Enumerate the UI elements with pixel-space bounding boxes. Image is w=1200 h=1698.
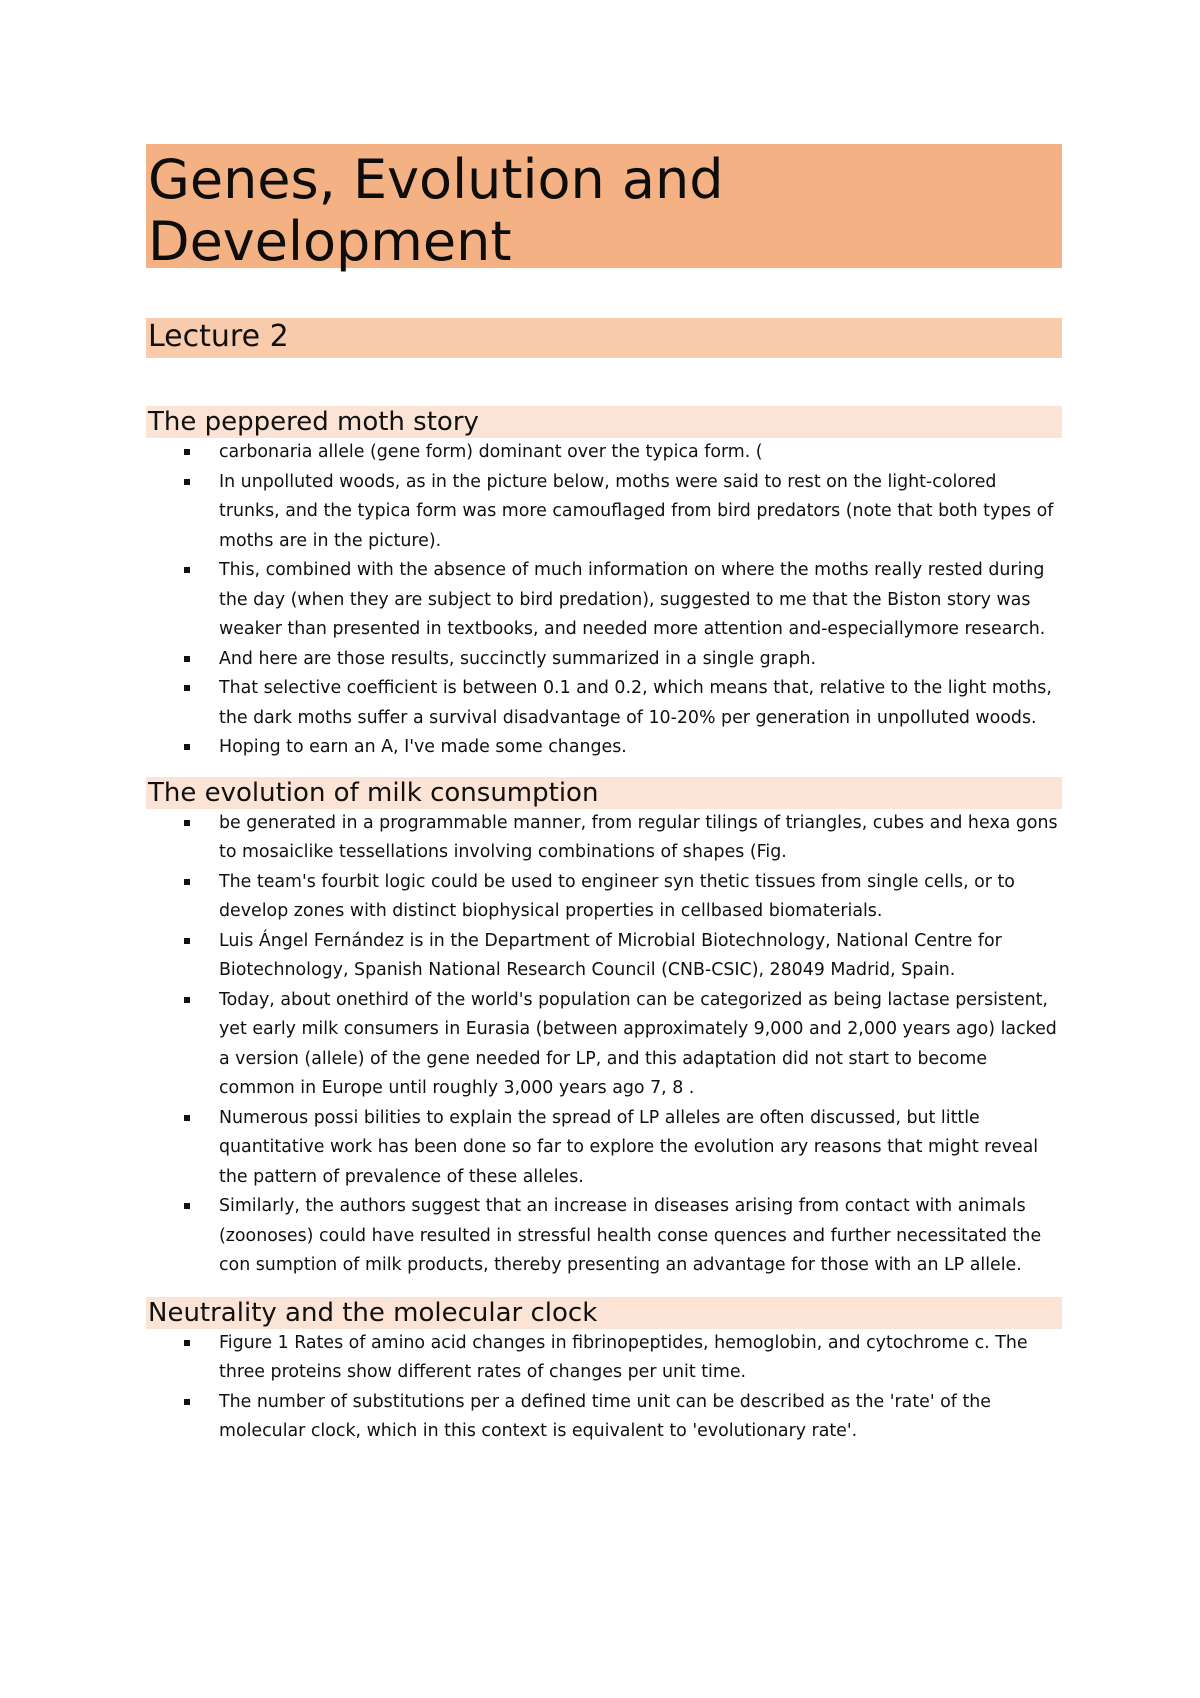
square-bullet-icon [184,1340,190,1346]
list-item [146,1388,1062,1447]
list-item-text: Luis Ángel Fernández is in the Department of Microbial Biotechnology, National Centre for Biotechnology, Spanish National Research Council (CNB-CSIC), 28049 Madrid, Spain. [219,930,1002,980]
list-item [146,986,1062,1104]
list-item-text: This, combined with the absence of much information on where the moths really rested during the day (when they are subject to bird predation), suggested to me that the Biston story was weaker than presented in textbooks, and needed more attention and-especiallymore research. [219,560,1046,639]
list-item [146,1104,1062,1193]
square-bullet-icon [184,567,190,573]
list-item [146,733,1062,763]
list-item-text: That selective coefficient is between 0.1 and 0.2, which means that, relative to the light moths, the dark moths suffer a survival disadvantage of 10-20% per generation in unpolluted woods. [219,678,1052,728]
list-item [146,927,1062,986]
list-item-text: carbonaria allele (gene form) dominant over the typica form. ( [219,442,763,462]
list-item-text: be generated in a programmable manner, from regular tilings of triangles, cubes and hexa gons to mosaiclike tessellations involving combinations of shapes (Fig. [219,812,1058,862]
list-item [146,1192,1062,1281]
section-molecular-clock [146,1297,1062,1447]
list-item-text: Numerous possi bilities to explain the spread of LP alleles are often discussed, but little quantitative work has been done so far to explore the evolution ary reasons that might reveal the pattern of prevalence of these alleles. [219,1107,1039,1187]
square-bullet-icon [184,997,190,1003]
square-bullet-icon [184,1203,190,1209]
section-heading: The peppered moth story [146,406,1062,438]
square-bullet-icon [184,879,190,885]
list-item-text: Similarly, the authors suggest that an increase in diseases arising from contact with animals (zoonoses) could have resulted in stressful health conse quences and further necessitated the con sumption of milk products, thereby presenting an advantage for those with an LP allele. [219,1196,1042,1275]
list-item [146,468,1062,557]
list-item [146,556,1062,645]
square-bullet-icon [184,656,190,662]
list-item-text: The number of substitutions per a defined time unit can be described as the 'rate' of the molecular clock, which in this context is equivalent to 'evolutionary rate'. [219,1391,991,1441]
bullet-list [146,809,1062,1281]
list-item-text: The team's fourbit logic could be used to engineer syn thetic tissues from single cells, or to develop zones with distinct biophysical properties in cellbased biomaterials. [219,871,1015,921]
list-item-text: Figure 1 Rates of amino acid changes in fibrinopeptides, hemoglobin, and cytochrome c. The three proteins show different rates of changes per unit time. [219,1332,1028,1382]
list-item [146,438,1062,468]
list-item-text: In unpolluted woods, as in the picture below, moths were said to rest on the light-colored trunks, and the typica form was more camouflaged from bird predators (note that both types of moths are in the picture). [219,471,1054,551]
square-bullet-icon [184,820,190,826]
title-line-2: Development [148,210,512,273]
square-bullet-icon [184,938,190,944]
list-item-text: Today, about onethird of the world's population can be categorized as being lactase persistent, yet early milk consumers in Eurasia (between approximately 9,000 and 2,000 years ago) lacked a version (allele) of the gene needed for LP, and this adaptation did not start to become common in Europe until roughly 3,000 years ago 7, 8 . [219,989,1057,1098]
list-item [146,674,1062,733]
list-item [146,809,1062,868]
document-title [146,144,1062,273]
list-item-text: Hoping to earn an A, I've made some changes. [219,737,627,757]
square-bullet-icon [184,744,190,750]
section-heading: Neutrality and the molecular clock [146,1297,1062,1329]
list-item [146,868,1062,927]
bullet-list [146,438,1062,763]
section-peppered-moth [146,406,1062,763]
section-heading: The evolution of milk consumption [146,777,1062,809]
square-bullet-icon [184,449,190,455]
section-milk-consumption [146,777,1062,1281]
document-page [146,144,1062,1447]
bullet-list [146,1329,1062,1447]
square-bullet-icon [184,1399,190,1405]
list-item [146,1329,1062,1388]
list-item-text: And here are those results, succinctly summarized in a single graph. [219,648,817,669]
title-line-1: Genes, Evolution and [148,148,724,211]
square-bullet-icon [184,1115,190,1121]
square-bullet-icon [184,479,190,485]
lecture-subtitle: Lecture 2 [146,318,1062,358]
list-item [146,645,1062,675]
square-bullet-icon [184,685,190,691]
